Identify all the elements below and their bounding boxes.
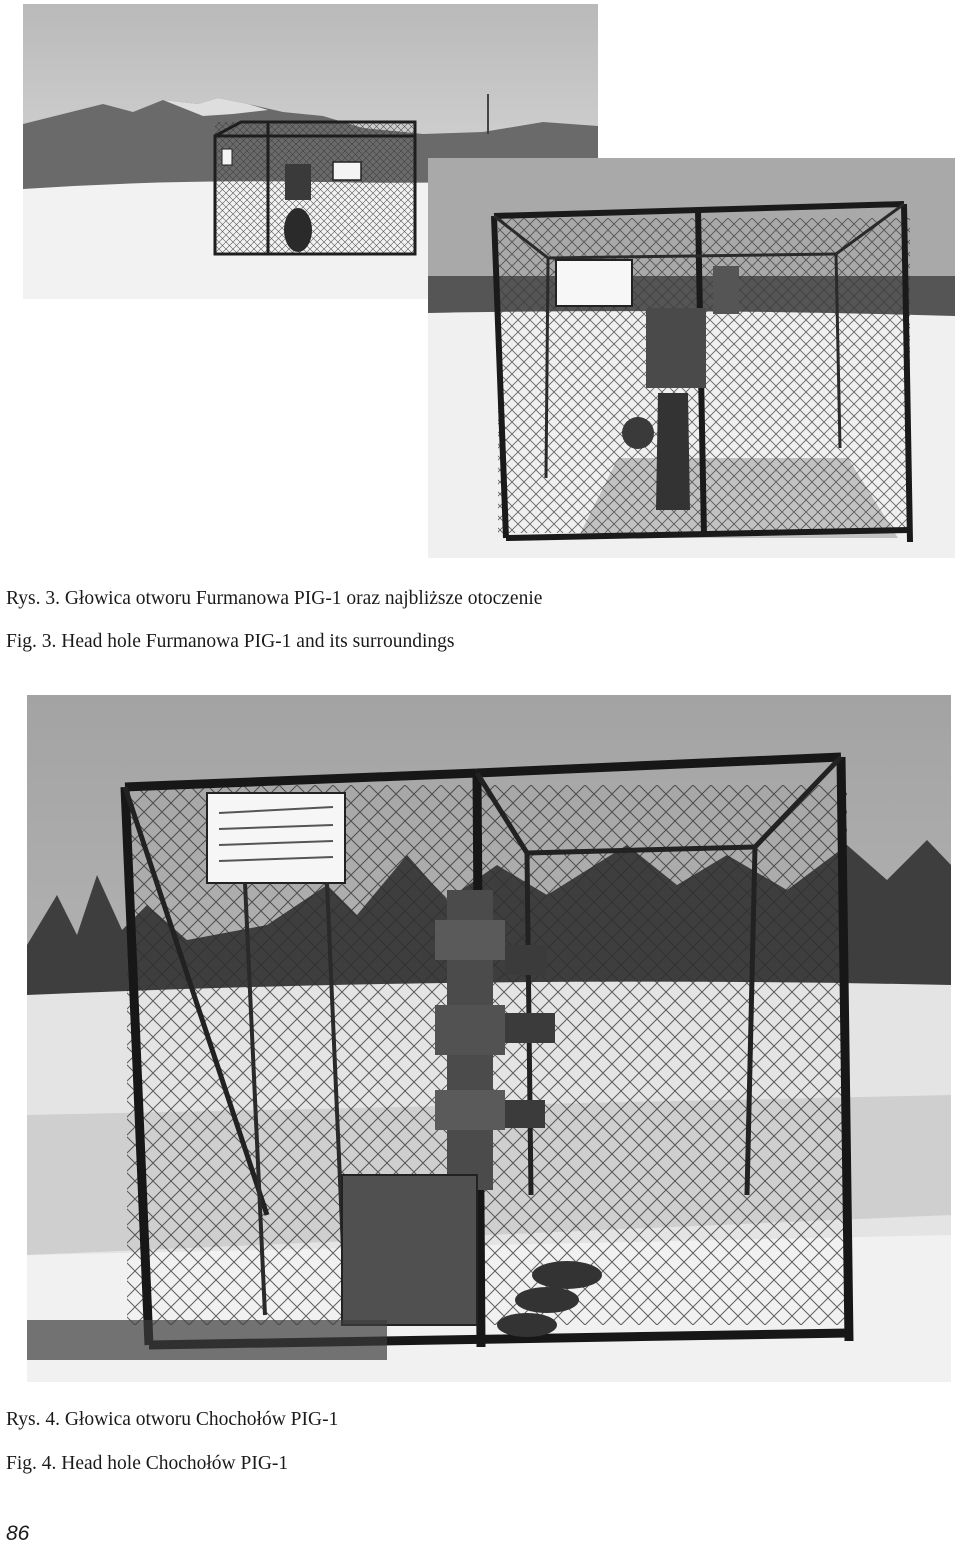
page-number: 86 — [6, 1522, 30, 1545]
photo-chocholow — [27, 695, 951, 1382]
photo-furmanowa-close — [428, 158, 955, 558]
figure-4-caption-english: Fig. 4. Head hole Chochołów PIG-1 — [6, 1453, 289, 1474]
figure-3-caption-polish: Rys. 3. Głowica otworu Furmanowa PIG-1 oraz najbliższe otoczenie — [6, 588, 543, 609]
figure-3-caption-english: Fig. 3. Head hole Furmanowa PIG-1 and its surroundings — [6, 631, 455, 652]
figure-4-caption-polish: Rys. 4. Głowica otworu Chochołów PIG-1 — [6, 1409, 339, 1430]
